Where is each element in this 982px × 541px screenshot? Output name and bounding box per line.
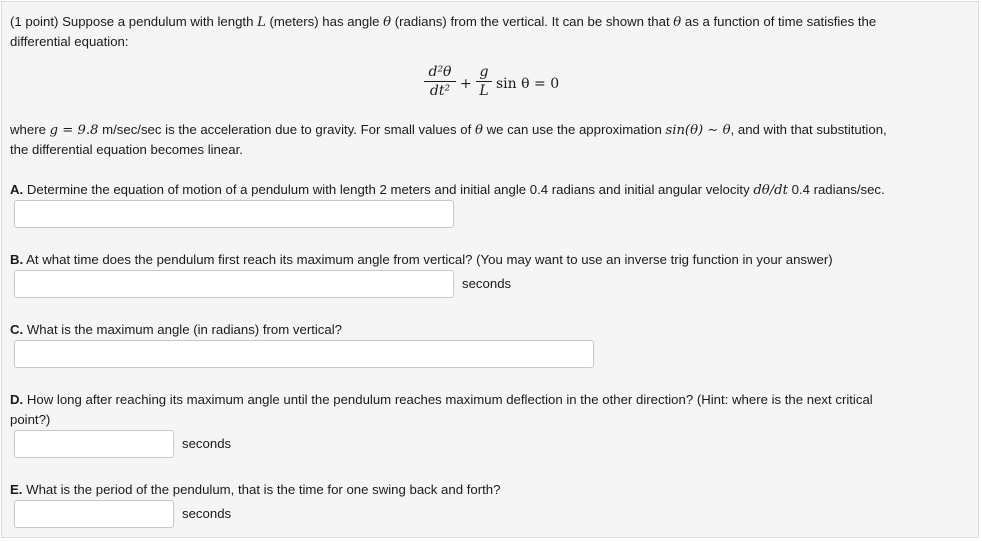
part-c-question: C. What is the maximum angle (in radians) from vertical? bbox=[10, 322, 342, 337]
part-b-answer-input[interactable] bbox=[14, 270, 454, 298]
part-b-question: B. At what time does the pendulum first reach its maximum angle from vertical? (You may want to use an inverse trig function in your answer) bbox=[10, 252, 833, 267]
fraction-g-over-L: g L bbox=[476, 64, 492, 99]
where-line-1: where g = 9.8 m/sec/sec is the acceleration due to gravity. For small values of θ we can use the approximation sin(θ) ∼ θ, and with that substitution, bbox=[10, 122, 887, 138]
differential-equation bbox=[420, 62, 580, 112]
part-d-question-line-1: D. How long after reaching its maximum angle until the pendulum reaches maximum deflection in the other direction? (Hint: where is the next critical bbox=[10, 392, 873, 407]
part-e-unit: seconds bbox=[182, 506, 232, 521]
part-d-answer-input[interactable] bbox=[14, 430, 174, 458]
intro-line-2: differential equation: bbox=[10, 34, 129, 49]
where-line-2: the differential equation becomes linear. bbox=[10, 142, 243, 157]
part-c-answer-input[interactable] bbox=[14, 340, 594, 368]
part-a-question: A. Determine the equation of motion of a pendulum with length 2 meters and initial angle 0.4 radians and initial angular velocity dθ/dt 0.4 radians/sec. bbox=[10, 182, 885, 198]
sin-theta-equals-zero: sin θ = 0 bbox=[496, 76, 560, 92]
intro-line-1: (1 point) Suppose a pendulum with length L (meters) has angle θ (radians) from the vertical. It can be shown that θ as a function of time satisfies the bbox=[10, 14, 877, 30]
part-d-unit: seconds bbox=[182, 436, 232, 451]
part-a-answer-input[interactable] bbox=[14, 200, 454, 228]
part-e-question: E. What is the period of the pendulum, that is the time for one swing back and forth? bbox=[10, 482, 501, 497]
part-b-unit: seconds bbox=[462, 276, 512, 291]
part-e-answer-input[interactable] bbox=[14, 500, 174, 528]
part-d-question-line-2: point?) bbox=[10, 412, 51, 427]
fraction-d2theta-dt2: d²θ dt² bbox=[424, 64, 456, 99]
plus-sign: + bbox=[460, 76, 472, 92]
